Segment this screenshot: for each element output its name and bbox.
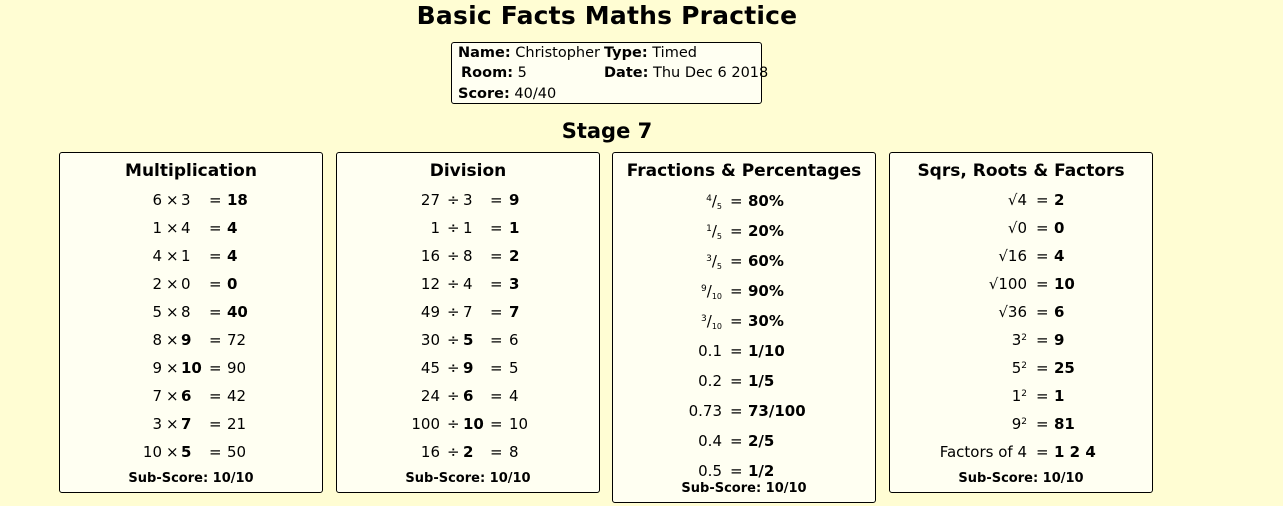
- test-date: Thu Dec 6 2018: [653, 65, 769, 81]
- answer: 72: [227, 331, 247, 349]
- operand-a: 10: [142, 443, 162, 461]
- answer: 9: [1054, 331, 1065, 349]
- question: [1012, 331, 1027, 349]
- equals-sign: =: [209, 415, 222, 433]
- answer: 10: [1054, 275, 1075, 293]
- equation-row: [60, 387, 322, 409]
- power-exponent: 2: [1021, 389, 1027, 399]
- equation-row: [337, 303, 599, 325]
- question: [701, 282, 722, 301]
- answer: 8: [509, 443, 519, 461]
- operator: ×: [166, 303, 179, 321]
- equals-sign: =: [209, 275, 222, 293]
- answer: 4: [1054, 247, 1065, 265]
- operand-a: 1: [430, 219, 440, 237]
- equation-row: [337, 275, 599, 297]
- equation-row: [337, 191, 599, 213]
- equals-sign: =: [730, 252, 743, 270]
- equation-row: [60, 359, 322, 381]
- equals-sign: =: [730, 402, 743, 420]
- equals-sign: =: [730, 462, 743, 480]
- operand-a: 27: [420, 191, 440, 209]
- equals-sign: =: [730, 222, 743, 240]
- question: [706, 192, 722, 211]
- operand-b: 1: [181, 247, 191, 265]
- equation-row: [337, 415, 599, 437]
- equals-sign: =: [730, 312, 743, 330]
- equals-sign: =: [730, 432, 743, 450]
- answer: 4: [227, 247, 238, 265]
- page-title: Basic Facts Maths Practice: [416, 1, 798, 30]
- operand-b: 4: [463, 275, 473, 293]
- equation-row: [60, 331, 322, 353]
- operand-b: 1: [463, 219, 473, 237]
- name-label: Name:: [458, 45, 511, 61]
- fraction-slash: /: [706, 282, 712, 300]
- fraction-numerator: 4: [706, 194, 712, 204]
- operand-a: 16: [420, 443, 440, 461]
- operator: ÷: [447, 443, 460, 461]
- operand-a: 7: [152, 387, 162, 405]
- equals-sign: =: [209, 443, 222, 461]
- operator: ÷: [447, 303, 460, 321]
- operator: ÷: [447, 331, 460, 349]
- panel-title: Division: [429, 161, 507, 181]
- answer: 4: [227, 219, 238, 237]
- date-row: [604, 65, 768, 81]
- equals-sign: =: [730, 342, 743, 360]
- question: [1012, 387, 1027, 405]
- operand-b: 7: [181, 415, 192, 433]
- answer: 0: [1054, 219, 1065, 237]
- equals-sign: =: [490, 247, 503, 265]
- operand-a: 45: [420, 359, 440, 377]
- question: 0.73: [688, 402, 722, 420]
- type-row: [604, 45, 697, 61]
- fraction-slash: /: [711, 252, 717, 270]
- equation-row: [60, 303, 322, 325]
- equation-row: [613, 282, 875, 304]
- answer: 2: [509, 247, 520, 265]
- equation-row: [890, 275, 1152, 297]
- power-base: 5: [1011, 359, 1022, 377]
- equals-sign: =: [490, 331, 503, 349]
- answer: 1: [509, 219, 520, 237]
- room-row: [461, 65, 527, 81]
- multiplication-panel: [59, 152, 323, 493]
- power-base: 3: [1011, 331, 1022, 349]
- operator: ×: [166, 219, 179, 237]
- operator: ×: [166, 191, 179, 209]
- operator: ×: [166, 443, 179, 461]
- operand-a: 8: [152, 331, 162, 349]
- answer: 3: [509, 275, 520, 293]
- question: Factors of 4: [939, 443, 1027, 461]
- equals-sign: =: [490, 415, 503, 433]
- operator: ÷: [447, 387, 460, 405]
- answer: 60%: [748, 252, 784, 270]
- answer: 81: [1054, 415, 1075, 433]
- date-label: Date:: [604, 65, 649, 81]
- fraction-numerator: 1: [706, 224, 712, 234]
- equals-sign: =: [209, 359, 222, 377]
- equals-sign: =: [490, 387, 503, 405]
- operand-b: 6: [463, 387, 474, 405]
- operand-b: 5: [181, 443, 192, 461]
- operand-a: 16: [420, 247, 440, 265]
- power-exponent: 2: [1021, 417, 1027, 427]
- equation-row: [613, 312, 875, 334]
- score-label: Score:: [458, 86, 510, 102]
- fraction-numerator: 3: [706, 254, 712, 264]
- operator: ×: [166, 247, 179, 265]
- answer: 2: [1054, 191, 1065, 209]
- fraction-numerator: 9: [701, 284, 707, 294]
- equation-row: [890, 219, 1152, 241]
- stage-heading: Stage 7: [561, 119, 653, 143]
- fraction-denominator: 5: [716, 202, 722, 211]
- equation-row: [337, 247, 599, 269]
- answer: 1/5: [748, 372, 775, 390]
- question: 0.2: [698, 372, 722, 390]
- equals-sign: =: [490, 359, 503, 377]
- operator: ÷: [447, 219, 460, 237]
- operand-a: 1: [152, 219, 162, 237]
- fraction-numerator: 3: [701, 314, 707, 324]
- fraction-denominator: 5: [716, 262, 722, 271]
- operand-a: 30: [420, 331, 440, 349]
- operand-a: 49: [420, 303, 440, 321]
- operand-a: 12: [420, 275, 440, 293]
- equals-sign: =: [1036, 303, 1049, 321]
- division-panel: [336, 152, 600, 493]
- question: 0.1: [698, 342, 722, 360]
- equals-sign: =: [1036, 331, 1049, 349]
- answer: 1 2 4: [1054, 443, 1096, 461]
- question: √16: [998, 247, 1027, 265]
- operator: ÷: [447, 247, 460, 265]
- equation-row: [613, 432, 875, 454]
- total-score: 40/40: [514, 86, 557, 102]
- equation-row: [613, 222, 875, 244]
- fractions-panel: [612, 152, 876, 503]
- power-base: 9: [1011, 415, 1022, 433]
- equals-sign: =: [1036, 387, 1049, 405]
- equals-sign: =: [209, 219, 222, 237]
- operator: ×: [166, 331, 179, 349]
- answer: 25: [1054, 359, 1075, 377]
- operand-b: 0: [181, 275, 191, 293]
- question: [701, 312, 722, 331]
- answer: 80%: [748, 192, 784, 210]
- equals-sign: =: [1036, 415, 1049, 433]
- question: √36: [998, 303, 1027, 321]
- answer: 9: [509, 191, 520, 209]
- operand-b: 9: [463, 359, 474, 377]
- equation-row: [613, 252, 875, 274]
- operand-b: 3: [463, 191, 473, 209]
- equation-row: [337, 331, 599, 353]
- equals-sign: =: [1036, 275, 1049, 293]
- question: [706, 222, 722, 241]
- equals-sign: =: [490, 191, 503, 209]
- sub-score: Sub-Score: 10/10: [128, 471, 254, 486]
- question: [1012, 415, 1027, 433]
- answer: 5: [509, 359, 519, 377]
- operator: ×: [166, 275, 179, 293]
- equation-row: [613, 402, 875, 424]
- operand-b: 3: [181, 191, 191, 209]
- panel-title: Multiplication: [125, 161, 257, 181]
- equation-row: [890, 331, 1152, 353]
- equals-sign: =: [1036, 443, 1049, 461]
- question: 0.5: [698, 462, 722, 480]
- panel-title: Fractions & Percentages: [626, 161, 862, 181]
- fraction-denominator: 10: [711, 292, 722, 301]
- answer: 90: [227, 359, 247, 377]
- answer: 1/10: [748, 342, 785, 360]
- equals-sign: =: [490, 275, 503, 293]
- answer: 21: [227, 415, 247, 433]
- answer: 6: [509, 331, 519, 349]
- answer: 73/100: [748, 402, 806, 420]
- answer: 1/2: [748, 462, 775, 480]
- equation-row: [60, 275, 322, 297]
- student-name: Christopher: [515, 45, 600, 61]
- squares-panel: [889, 152, 1153, 493]
- fraction-denominator: 10: [711, 322, 722, 331]
- question: [1012, 359, 1027, 377]
- operand-b: 5: [463, 331, 474, 349]
- equation-row: [60, 191, 322, 213]
- equation-row: [890, 303, 1152, 325]
- equals-sign: =: [209, 331, 222, 349]
- equals-sign: =: [490, 443, 503, 461]
- equation-row: [890, 387, 1152, 409]
- operand-a: 5: [152, 303, 162, 321]
- equation-row: [60, 415, 322, 437]
- question: 0.4: [698, 432, 722, 450]
- equation-row: [337, 219, 599, 241]
- equals-sign: =: [1036, 359, 1049, 377]
- operand-b: 10: [463, 415, 484, 433]
- answer: 18: [227, 191, 248, 209]
- question: √100: [988, 275, 1027, 293]
- equals-sign: =: [209, 191, 222, 209]
- equation-row: [890, 359, 1152, 381]
- panel-title: Sqrs, Roots & Factors: [917, 161, 1125, 181]
- fraction-slash: /: [711, 192, 717, 210]
- answer: 6: [1054, 303, 1065, 321]
- operand-a: 100: [411, 415, 440, 433]
- sub-score: Sub-Score: 10/10: [681, 481, 807, 496]
- equation-row: [60, 219, 322, 241]
- answer: 4: [509, 387, 519, 405]
- test-type: Timed: [652, 45, 697, 61]
- operand-b: 4: [181, 219, 191, 237]
- power-base: 1: [1011, 387, 1022, 405]
- operator: ÷: [447, 191, 460, 209]
- operator: ×: [166, 359, 179, 377]
- operand-a: 9: [152, 359, 162, 377]
- equals-sign: =: [1036, 219, 1049, 237]
- equation-row: [60, 443, 322, 465]
- answer: 50: [227, 443, 247, 461]
- equals-sign: =: [209, 247, 222, 265]
- equation-row: [613, 342, 875, 364]
- operand-b: 8: [181, 303, 191, 321]
- question: √0: [1007, 219, 1027, 237]
- equation-row: [613, 192, 875, 214]
- room-label: Room:: [461, 65, 513, 81]
- sub-score: Sub-Score: 10/10: [958, 471, 1084, 486]
- operand-a: 2: [152, 275, 162, 293]
- sub-score: Sub-Score: 10/10: [405, 471, 531, 486]
- power-exponent: 2: [1021, 333, 1027, 343]
- operand-a: 4: [152, 247, 162, 265]
- equals-sign: =: [730, 192, 743, 210]
- operator: ÷: [447, 359, 460, 377]
- equation-row: [890, 443, 1152, 465]
- equation-row: [337, 387, 599, 409]
- answer: 30%: [748, 312, 784, 330]
- equation-row: [337, 359, 599, 381]
- equals-sign: =: [490, 219, 503, 237]
- score-row: [458, 86, 556, 102]
- name-row: [458, 45, 600, 61]
- operator: ×: [166, 387, 179, 405]
- answer: 42: [227, 387, 247, 405]
- equals-sign: =: [730, 282, 743, 300]
- answer: 90%: [748, 282, 784, 300]
- answer: 1: [1054, 387, 1065, 405]
- question: √4: [1007, 191, 1027, 209]
- operand-b: 8: [463, 247, 473, 265]
- operand-b: 2: [463, 443, 474, 461]
- operand-b: 10: [181, 359, 202, 377]
- answer: 7: [509, 303, 520, 321]
- operand-a: 24: [420, 387, 440, 405]
- fraction-slash: /: [711, 222, 717, 240]
- equation-row: [890, 247, 1152, 269]
- operator: ÷: [447, 415, 460, 433]
- operand-b: 9: [181, 331, 192, 349]
- type-label: Type:: [604, 45, 648, 61]
- answer: 2/5: [748, 432, 775, 450]
- operator: ÷: [447, 275, 460, 293]
- equals-sign: =: [1036, 191, 1049, 209]
- equation-row: [337, 443, 599, 465]
- operand-b: 7: [463, 303, 473, 321]
- room-number: 5: [517, 65, 527, 81]
- equals-sign: =: [730, 372, 743, 390]
- equation-row: [890, 191, 1152, 213]
- equals-sign: =: [490, 303, 503, 321]
- question: [706, 252, 722, 271]
- answer: 40: [227, 303, 248, 321]
- equation-row: [890, 415, 1152, 437]
- equals-sign: =: [209, 303, 222, 321]
- power-exponent: 2: [1021, 361, 1027, 371]
- fraction-denominator: 5: [716, 232, 722, 241]
- operand-a: 6: [152, 191, 162, 209]
- fraction-slash: /: [706, 312, 712, 330]
- operand-a: 3: [152, 415, 162, 433]
- equation-row: [613, 372, 875, 394]
- answer: 0: [227, 275, 238, 293]
- operator: ×: [166, 415, 179, 433]
- equation-row: [60, 247, 322, 269]
- student-info-box: [451, 42, 769, 104]
- answer: 20%: [748, 222, 784, 240]
- equals-sign: =: [209, 387, 222, 405]
- answer: 10: [509, 415, 529, 433]
- operand-b: 6: [181, 387, 192, 405]
- equals-sign: =: [1036, 247, 1049, 265]
